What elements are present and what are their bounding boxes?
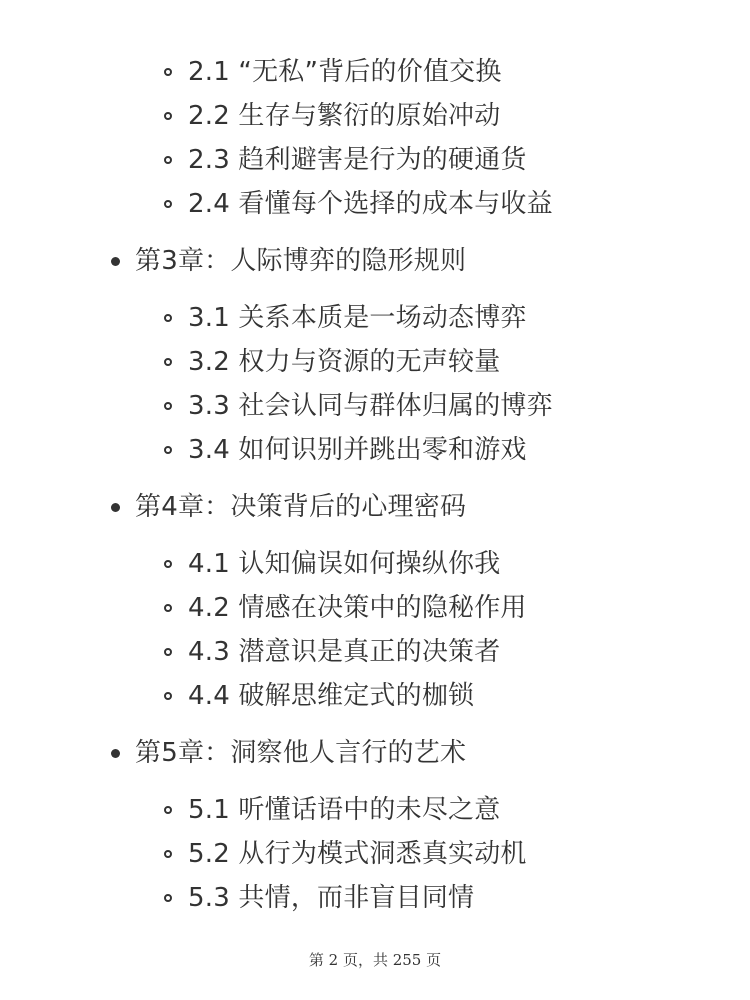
page-number: 第 2 页，共 255 页 [308, 951, 442, 969]
toc-subsection: 2.1 “无私”背后的价值交换 [188, 57, 502, 87]
toc-subsection: 2.3 趋利避害是行为的硬通货 [188, 145, 527, 175]
sub-bullet-icon [164, 894, 172, 902]
toc-subsection: 3.3 社会认同与群体归属的博弈 [188, 391, 553, 421]
toc-subsection: 5.2 从行为模式洞悉真实动机 [188, 839, 527, 869]
sub-bullet-icon [164, 648, 172, 656]
toc-subsection: 2.4 看懂每个选择的成本与收益 [188, 189, 553, 219]
sub-bullet-icon [164, 402, 172, 410]
toc-subsection: 3.4 如何识别并跳出零和游戏 [188, 435, 527, 465]
sub-bullet-icon [164, 850, 172, 858]
sub-bullet-icon [164, 446, 172, 454]
toc-chapter: 第5章：洞察他人言行的艺术 [135, 738, 467, 768]
chapter-bullet-icon [111, 749, 120, 758]
sub-bullet-icon [164, 314, 172, 322]
toc-subsection: 4.1 认知偏误如何操纵你我 [188, 549, 501, 579]
sub-bullet-icon [164, 560, 172, 568]
sub-bullet-icon [164, 156, 172, 164]
sub-bullet-icon [164, 604, 172, 612]
toc-subsection: 5.1 听懂话语中的未尽之意 [188, 795, 501, 825]
sub-bullet-icon [164, 112, 172, 120]
toc-subsection: 4.3 潜意识是真正的决策者 [188, 637, 501, 667]
toc-subsection: 5.3 共情，而非盲目同情 [188, 883, 475, 913]
toc-chapter: 第4章：决策背后的心理密码 [135, 492, 467, 522]
sub-bullet-icon [164, 692, 172, 700]
chapter-bullet-icon [111, 503, 120, 512]
toc-chapter: 第3章：人际博弈的隐形规则 [135, 246, 467, 276]
sub-bullet-icon [164, 68, 172, 76]
toc-subsection: 4.2 情感在决策中的隐秘作用 [188, 593, 527, 623]
toc-subsection: 4.4 破解思维定式的枷锁 [188, 681, 475, 711]
sub-bullet-icon [164, 200, 172, 208]
chapter-bullet-icon [111, 257, 120, 266]
toc-subsection: 2.2 生存与繁衍的原始冲动 [188, 101, 501, 131]
toc-subsection: 3.2 权力与资源的无声较量 [188, 347, 501, 377]
sub-bullet-icon [164, 358, 172, 366]
toc-subsection: 3.1 关系本质是一场动态博弈 [188, 303, 527, 333]
sub-bullet-icon [164, 806, 172, 814]
